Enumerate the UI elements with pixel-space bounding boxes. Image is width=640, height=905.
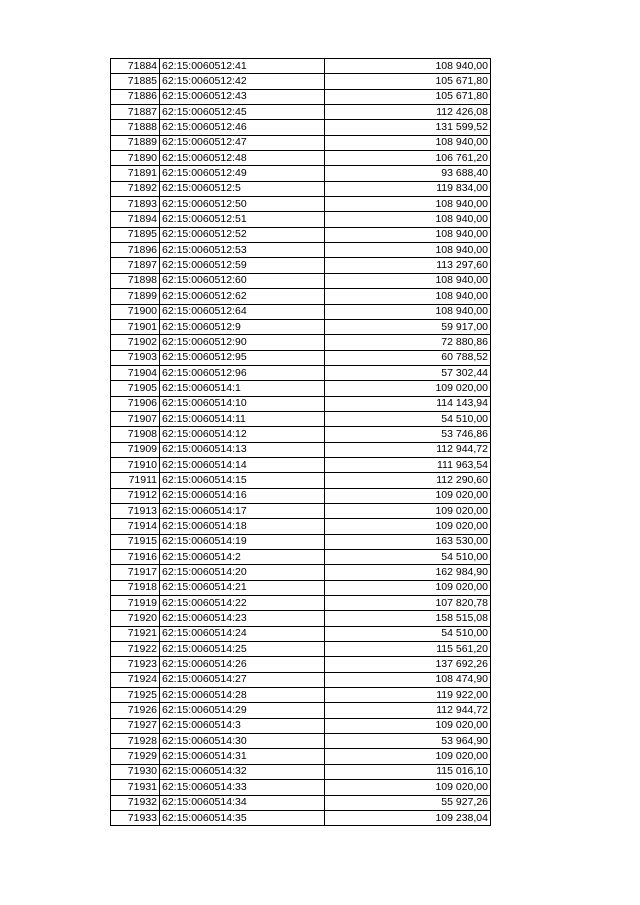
cadastral-number-cell: 62:15:0060514:1 [160,381,325,396]
row-number-cell: 71909 [111,442,160,457]
value-cell: 54 510,00 [325,550,491,565]
table-row [111,335,491,350]
table-row [111,59,491,74]
row-number-cell: 71904 [111,365,160,380]
value-cell: 112 944,72 [325,442,491,457]
value-cell: 137 692,26 [325,657,491,672]
cadastral-number-cell: 62:15:0060514:12 [160,427,325,442]
row-number-cell: 71927 [111,718,160,733]
cadastral-number-cell: 62:15:0060514:16 [160,488,325,503]
value-cell: 114 143,94 [325,396,491,411]
table-row [111,703,491,718]
value-cell: 108 940,00 [325,227,491,242]
cadastral-number-cell: 62:15:0060514:28 [160,688,325,703]
table-row [111,550,491,565]
row-number-cell: 71911 [111,473,160,488]
row-number-cell: 71910 [111,457,160,472]
table-row [111,166,491,181]
cadastral-number-cell: 62:15:0060512:51 [160,212,325,227]
value-cell: 108 940,00 [325,289,491,304]
table-row [111,611,491,626]
row-number-cell: 71917 [111,565,160,580]
cadastral-number-cell: 62:15:0060514:20 [160,565,325,580]
value-cell: 109 020,00 [325,749,491,764]
cadastral-number-cell: 62:15:0060512:90 [160,335,325,350]
table-row [111,657,491,672]
table-row [111,197,491,212]
table-row [111,74,491,89]
cadastral-number-cell: 62:15:0060514:26 [160,657,325,672]
value-cell: 72 880,86 [325,335,491,350]
value-cell: 108 940,00 [325,304,491,319]
cadastral-number-cell: 62:15:0060514:2 [160,550,325,565]
cadastral-number-cell: 62:15:0060514:31 [160,749,325,764]
row-number-cell: 71893 [111,197,160,212]
table-row [111,810,491,825]
cadastral-number-cell: 62:15:0060514:29 [160,703,325,718]
table-row [111,519,491,534]
table-row [111,289,491,304]
row-number-cell: 71891 [111,166,160,181]
cadastral-number-cell: 62:15:0060512:46 [160,120,325,135]
table-row [111,411,491,426]
table-row [111,120,491,135]
cadastral-number-cell: 62:15:0060514:30 [160,734,325,749]
row-number-cell: 71912 [111,488,160,503]
row-number-cell: 71913 [111,503,160,518]
value-cell: 54 510,00 [325,411,491,426]
row-number-cell: 71929 [111,749,160,764]
value-cell: 60 788,52 [325,350,491,365]
row-number-cell: 71888 [111,120,160,135]
cadastral-number-cell: 62:15:0060514:22 [160,596,325,611]
value-cell: 111 963,54 [325,457,491,472]
value-cell: 93 688,40 [325,166,491,181]
cadastral-number-cell: 62:15:0060514:10 [160,396,325,411]
value-cell: 131 599,52 [325,120,491,135]
table-row [111,688,491,703]
cadastral-number-cell: 62:15:0060512:96 [160,365,325,380]
table-row [111,304,491,319]
cadastral-number-cell: 62:15:0060514:18 [160,519,325,534]
table-row [111,473,491,488]
value-cell: 109 020,00 [325,718,491,733]
value-cell: 53 746,86 [325,427,491,442]
value-cell: 119 834,00 [325,181,491,196]
table-row [111,89,491,104]
value-cell: 113 297,60 [325,258,491,273]
table-row [111,381,491,396]
value-cell: 109 020,00 [325,580,491,595]
value-cell: 115 561,20 [325,642,491,657]
value-cell: 105 671,80 [325,89,491,104]
table-row [111,642,491,657]
cadastral-number-cell: 62:15:0060514:33 [160,780,325,795]
row-number-cell: 71926 [111,703,160,718]
value-cell: 109 020,00 [325,503,491,518]
table-row [111,565,491,580]
table-row [111,534,491,549]
value-cell: 108 474,90 [325,672,491,687]
table-body [111,59,491,826]
table-row [111,151,491,166]
row-number-cell: 71892 [111,181,160,196]
cadastral-number-cell: 62:15:0060514:11 [160,411,325,426]
table-row [111,749,491,764]
table-row [111,212,491,227]
value-cell: 109 020,00 [325,780,491,795]
cadastral-number-cell: 62:15:0060512:45 [160,105,325,120]
value-cell: 109 020,00 [325,519,491,534]
row-number-cell: 71918 [111,580,160,595]
table-row [111,503,491,518]
row-number-cell: 71903 [111,350,160,365]
table-row [111,795,491,810]
value-cell: 119 922,00 [325,688,491,703]
table-row [111,319,491,334]
row-number-cell: 71932 [111,795,160,810]
table-row [111,764,491,779]
row-number-cell: 71901 [111,319,160,334]
cadastral-number-cell: 62:15:0060514:3 [160,718,325,733]
table-row [111,488,491,503]
table-row [111,135,491,150]
row-number-cell: 71931 [111,780,160,795]
cadastral-number-cell: 62:15:0060514:15 [160,473,325,488]
value-cell: 108 940,00 [325,197,491,212]
value-cell: 57 302,44 [325,365,491,380]
value-cell: 112 944,72 [325,703,491,718]
cadastral-number-cell: 62:15:0060512:60 [160,273,325,288]
table-row [111,718,491,733]
row-number-cell: 71890 [111,151,160,166]
value-cell: 108 940,00 [325,212,491,227]
table-row [111,243,491,258]
value-cell: 107 820,78 [325,596,491,611]
row-number-cell: 71907 [111,411,160,426]
table-row [111,258,491,273]
row-number-cell: 71919 [111,596,160,611]
cadastral-number-cell: 62:15:0060512:9 [160,319,325,334]
value-cell: 109 020,00 [325,488,491,503]
table-row [111,734,491,749]
cadastral-number-cell: 62:15:0060514:23 [160,611,325,626]
cadastral-number-cell: 62:15:0060512:50 [160,197,325,212]
cadastral-number-cell: 62:15:0060514:32 [160,764,325,779]
cadastral-number-cell: 62:15:0060512:95 [160,350,325,365]
row-number-cell: 71928 [111,734,160,749]
value-cell: 55 927,26 [325,795,491,810]
value-cell: 109 020,00 [325,381,491,396]
value-cell: 115 016,10 [325,764,491,779]
cadastral-number-cell: 62:15:0060514:25 [160,642,325,657]
row-number-cell: 71923 [111,657,160,672]
data-table [110,58,491,826]
table-row [111,396,491,411]
row-number-cell: 71920 [111,611,160,626]
table-row [111,596,491,611]
row-number-cell: 71924 [111,672,160,687]
cadastral-number-cell: 62:15:0060512:52 [160,227,325,242]
row-number-cell: 71894 [111,212,160,227]
row-number-cell: 71902 [111,335,160,350]
value-cell: 108 940,00 [325,135,491,150]
row-number-cell: 71898 [111,273,160,288]
value-cell: 108 940,00 [325,59,491,74]
cadastral-number-cell: 62:15:0060512:59 [160,258,325,273]
table-row [111,580,491,595]
value-cell: 53 964,90 [325,734,491,749]
table-row [111,273,491,288]
row-number-cell: 71885 [111,74,160,89]
row-number-cell: 71933 [111,810,160,825]
cadastral-number-cell: 62:15:0060512:42 [160,74,325,89]
row-number-cell: 71905 [111,381,160,396]
cadastral-number-cell: 62:15:0060514:34 [160,795,325,810]
value-cell: 59 917,00 [325,319,491,334]
value-cell: 158 515,08 [325,611,491,626]
row-number-cell: 71908 [111,427,160,442]
cadastral-number-cell: 62:15:0060514:27 [160,672,325,687]
row-number-cell: 71930 [111,764,160,779]
row-number-cell: 71925 [111,688,160,703]
value-cell: 109 238,04 [325,810,491,825]
cadastral-number-cell: 62:15:0060512:53 [160,243,325,258]
cadastral-number-cell: 62:15:0060514:24 [160,626,325,641]
row-number-cell: 71914 [111,519,160,534]
row-number-cell: 71895 [111,227,160,242]
cadastral-number-cell: 62:15:0060512:64 [160,304,325,319]
table-row [111,780,491,795]
cadastral-number-cell: 62:15:0060512:47 [160,135,325,150]
table-row [111,181,491,196]
cadastral-number-cell: 62:15:0060514:19 [160,534,325,549]
table-row [111,105,491,120]
cadastral-number-cell: 62:15:0060514:17 [160,503,325,518]
row-number-cell: 71922 [111,642,160,657]
row-number-cell: 71884 [111,59,160,74]
value-cell: 54 510,00 [325,626,491,641]
value-cell: 106 761,20 [325,151,491,166]
cadastral-number-cell: 62:15:0060512:5 [160,181,325,196]
table-row [111,626,491,641]
row-number-cell: 71921 [111,626,160,641]
cadastral-number-cell: 62:15:0060512:43 [160,89,325,104]
row-number-cell: 71906 [111,396,160,411]
row-number-cell: 71897 [111,258,160,273]
row-number-cell: 71889 [111,135,160,150]
value-cell: 112 290,60 [325,473,491,488]
cadastral-number-cell: 62:15:0060512:49 [160,166,325,181]
table-row [111,442,491,457]
table-row [111,427,491,442]
row-number-cell: 71915 [111,534,160,549]
row-number-cell: 71896 [111,243,160,258]
row-number-cell: 71899 [111,289,160,304]
value-cell: 105 671,80 [325,74,491,89]
row-number-cell: 71900 [111,304,160,319]
table-row [111,672,491,687]
cadastral-number-cell: 62:15:0060512:48 [160,151,325,166]
cadastral-number-cell: 62:15:0060514:21 [160,580,325,595]
value-cell: 163 530,00 [325,534,491,549]
row-number-cell: 71916 [111,550,160,565]
cadastral-number-cell: 62:15:0060514:14 [160,457,325,472]
value-cell: 108 940,00 [325,243,491,258]
table-row [111,350,491,365]
value-cell: 108 940,00 [325,273,491,288]
row-number-cell: 71887 [111,105,160,120]
table-row [111,227,491,242]
cadastral-number-cell: 62:15:0060512:62 [160,289,325,304]
cadastral-number-cell: 62:15:0060512:41 [160,59,325,74]
cadastral-number-cell: 62:15:0060514:13 [160,442,325,457]
value-cell: 112 426,08 [325,105,491,120]
row-number-cell: 71886 [111,89,160,104]
cadastral-number-cell: 62:15:0060514:35 [160,810,325,825]
table-row [111,457,491,472]
value-cell: 162 984,90 [325,565,491,580]
table-row [111,365,491,380]
